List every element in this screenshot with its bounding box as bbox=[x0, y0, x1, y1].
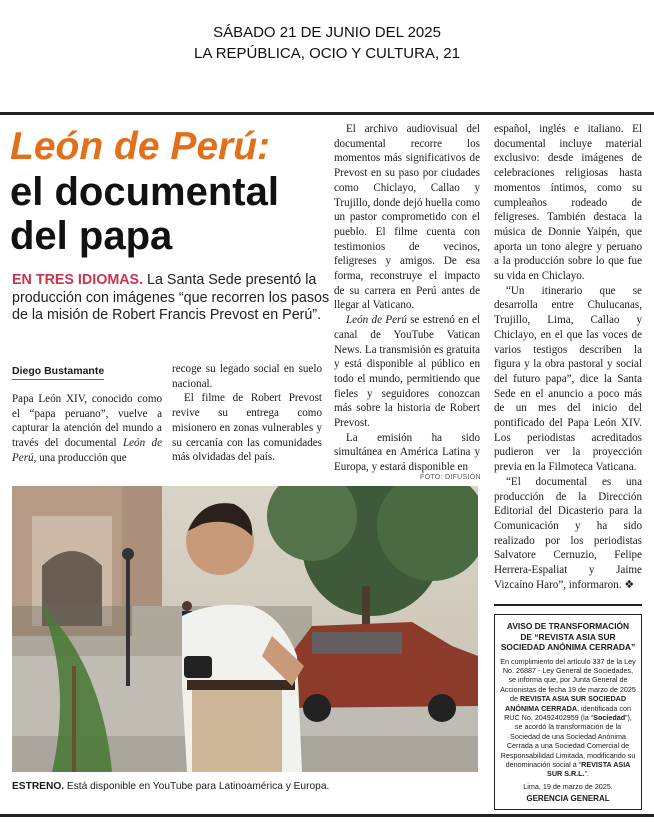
byline: Diego Bustamante bbox=[12, 365, 104, 380]
col3-p2-text: se estrenó en el canal de YouTube Vatican News. La transmisión es gratuita y está disponible al público en todo el mundo, permitiendo que fieles y seguidores conozcan más sobre la historia de Robert Prevost. bbox=[334, 314, 480, 430]
col4-paragraph-3 bbox=[494, 475, 642, 593]
header-date: SÁBADO 21 DE JUNIO DEL 2025 bbox=[213, 24, 441, 41]
notice-title: AVISO DE TRANSFORMACIÓN DE “REVISTA ASIA SUR SOCIEDAD ANÓNIMA CERRADA” bbox=[500, 621, 636, 652]
caption-text: Está disponible en YouTube para Latinoamérica y Europa. bbox=[64, 781, 330, 792]
col4-paragraph-1: español, inglés e italiano. El documental incluye material exclusivo: desde imágenes de celebraciones religiosas hasta momentos íntimos, como su cumpleaños rodeado de feligreses. También destaca la música de Donnie Yaipén, que aporta un tono alegre y peruano a la producción sobre lo que fue su vida en Chiclayo. bbox=[494, 123, 642, 283]
article-column-2 bbox=[172, 362, 322, 465]
col1-text-a: Papa León XIV, conocido como el “papa peruano”, vuelve a capturar la atención del mundo a través del documental bbox=[12, 393, 162, 450]
col3-paragraph-2 bbox=[334, 313, 480, 431]
col1-text-b: , una producción que bbox=[33, 451, 127, 464]
col2-paragraph-1: recoge su legado social en suelo nacional. bbox=[172, 363, 322, 390]
notice-company-name: REVISTA ASIA SUR SOCIEDAD ANÓNIMA CERRADA bbox=[505, 694, 627, 713]
headline-colored: León de Perú: bbox=[10, 125, 271, 168]
headline-black: el documental del papa bbox=[10, 170, 279, 258]
bottom-rule bbox=[0, 814, 654, 817]
notice-body bbox=[500, 657, 636, 779]
notice-body-4: ”. bbox=[584, 769, 589, 779]
col3-paragraph-1: El archivo audiovisual del documental recorre los momentos más significativos de Prevost en su paso por ciudades como Chiclayo, Callao y Trujillo, donde dejó huella como un pastor comprometido con el pueblo. El filme cuenta con testimonios de vecinos, feligreses y amigos. De esa forma, reconstruye el impacto de su carrera en Perú antes de llegar al Vaticano. bbox=[334, 123, 480, 312]
photo-caption bbox=[12, 780, 478, 793]
header-section: LA REPÚBLICA, OCIO Y CULTURA, 21 bbox=[194, 45, 460, 62]
col1-italic-title: León de Perú bbox=[12, 437, 162, 464]
notice-date: Lima, 19 de marzo de 2025. bbox=[523, 781, 613, 791]
notice-rule bbox=[494, 604, 642, 606]
col1-paragraph bbox=[12, 392, 162, 466]
col2-paragraph-2: El filme de Robert Prevost revive su entrega como misionero en zonas vulnerables y su cercanía con las comunidades más olvidadas del país. bbox=[172, 392, 322, 464]
dek-kicker: EN TRES IDIOMAS. bbox=[12, 272, 144, 288]
notice-signature: GERENCIA GENERAL bbox=[526, 793, 610, 803]
camera bbox=[184, 656, 212, 678]
dek-text: La Santa Sede presentó la producción con imágenes “que recorren los pasos de la misión de Robert Francis Prevost en Perú”. bbox=[12, 272, 330, 323]
top-rule bbox=[0, 112, 654, 115]
page-header bbox=[0, 22, 654, 64]
article-dek bbox=[12, 272, 330, 325]
notice-body-3: ”), se acordó la transformación de la Sociedad de una Sociedad Anónima Cerrada a una Sociedad Comercial de Responsabilidad Limitada, modificando su denominación social a “ bbox=[500, 712, 636, 769]
article-photo bbox=[12, 486, 478, 772]
col3-paragraph-3: La emisión ha sido simultánea en América Latina y Europa, y estará disponible en bbox=[334, 431, 480, 474]
col4-paragraph-2: “Un itinerario que se desarrolla entre Chulucanas, Trujillo, Lima, Callao y Chiclayo, en el que las voces de varios testigos describen la figura y la obra pastoral y social del futuro papa”, dice la Santa Sede en el anuncio a poco más de un mes del inicio del pontificado del Papa León XIV. Los periodistas acreditados pudieron ver la proyección previa en la Filmoteca Vaticana. bbox=[494, 284, 642, 474]
notice-body-1: En cumplimiento del artículo 337 de la Ley No. 26887 - Ley General de Sociedades, se informa que, por Junta General de Accionistas de fecha 19 de marzo de 2025 de bbox=[500, 656, 636, 704]
article-column-4 bbox=[494, 122, 642, 593]
notice-new-name: REVISTA ASIA SUR S.R.L. bbox=[547, 759, 631, 779]
caption-kicker: ESTRENO. bbox=[12, 781, 65, 792]
article-column-3 bbox=[334, 122, 480, 475]
article-column-1 bbox=[12, 392, 162, 466]
notice-society: Sociedad bbox=[593, 712, 626, 722]
col3-italic-title: León de Perú bbox=[346, 314, 407, 327]
col4-p3-text: “El documental es una producción de la Dirección Editorial del Dicasterio para la Comunicación y ha sido realizado por los periodistas Salvatore Cernuzio, Felipe Herrera-Espaliat y Jaime Vizcaíno Haro”, informaron. bbox=[494, 475, 642, 591]
legal-notice-box bbox=[494, 614, 642, 810]
notice-body-2: , identificada con RUC No. 20492402959 (la “ bbox=[504, 703, 631, 722]
photo-credit: FOTO: DIFUSIÓN bbox=[420, 474, 481, 481]
end-mark-icon: ❖ bbox=[624, 577, 635, 591]
photo-illustration bbox=[12, 486, 478, 772]
